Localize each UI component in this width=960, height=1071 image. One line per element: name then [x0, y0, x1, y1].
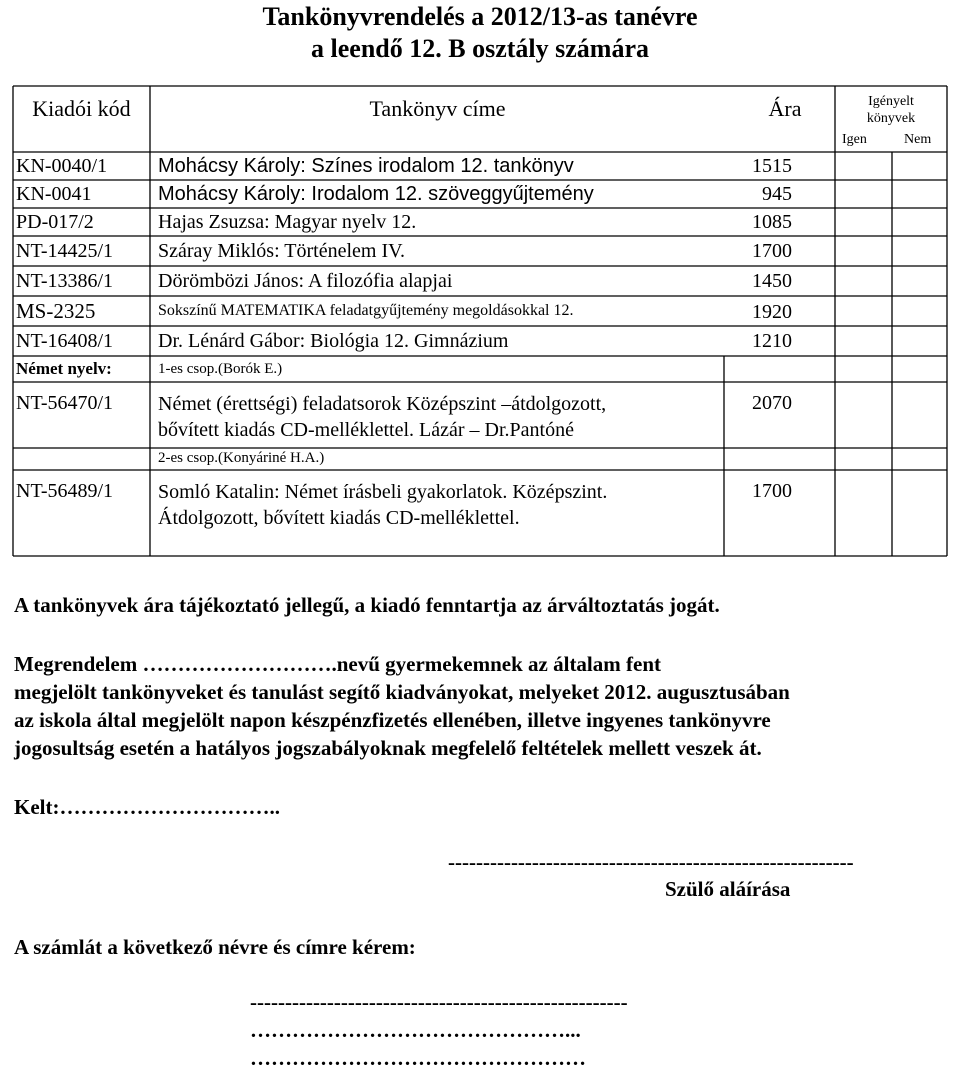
header-no: Nem — [904, 132, 932, 147]
row-code: PD-017/2 — [16, 211, 94, 233]
row-price: 1085 — [752, 211, 792, 233]
row-code: NT-56470/1 — [16, 392, 114, 414]
group-1-label: 1-es csop.(Borók E.) — [158, 361, 283, 377]
row-price: 1920 — [752, 301, 792, 323]
header-price: Ára — [768, 96, 802, 121]
row-code: NT-56489/1 — [16, 480, 114, 502]
row-code: KN-0040/1 — [16, 155, 108, 177]
row-price: 1210 — [752, 330, 792, 352]
header-requested-2: könyvek — [866, 111, 916, 126]
invoice-line-2: ………………………………………... — [250, 1018, 581, 1042]
group-2-label: 2-es csop.(Konyáriné H.A.) — [158, 450, 325, 466]
header-yes: Igen — [842, 132, 867, 147]
header-book-title: Tankönyv címe — [369, 96, 506, 121]
header-requested-1: Igényelt — [868, 94, 914, 109]
row-price: 1700 — [752, 480, 792, 502]
page-subtitle: a leendő 12. B osztály számára — [311, 34, 649, 63]
row-price: 2070 — [752, 392, 792, 414]
header-publisher-code: Kiadói kód — [32, 96, 131, 121]
row-code: NT-14425/1 — [16, 240, 114, 262]
row-code: KN-0041 — [16, 183, 92, 205]
row-code: NT-13386/1 — [16, 270, 114, 292]
price-notice: A tankönyvek ára tájékoztató jellegű, a kiadó fenntartja az árváltoztatás jogát. — [14, 593, 720, 617]
row-title: Száray Miklós: Történelem IV. — [158, 240, 405, 262]
order-line-3: az iskola által megjelölt napon készpénzfizetés ellenében, illetve ingyenes tankönyvre — [14, 708, 771, 732]
order-line-1: Megrendelem ……………………….nevű gyermekemnek az általam fent — [14, 652, 662, 676]
german-language-label: Német nyelv: — [16, 359, 112, 378]
invoice-label: A számlát a következő névre és címre kérem: — [14, 935, 416, 959]
row-title: Dörömbözi János: A filozófia alapjai — [158, 270, 453, 292]
row-title: Dr. Lénárd Gábor: Biológia 12. Gimnázium — [158, 330, 509, 352]
row-code: MS-2325 — [16, 299, 96, 323]
row-title: Mohácsy Károly: Színes irodalom 12. tankönyv — [158, 155, 574, 177]
date-field: Kelt:………………………….. — [14, 795, 280, 819]
row-title: Mohácsy Károly: Irodalom 12. szöveggyűjtemény — [158, 183, 594, 205]
row-title: Hajas Zsuzsa: Magyar nyelv 12. — [158, 211, 417, 233]
row-title: Sokszínű MATEMATIKA feladatgyűjtemény megoldásokkal 12. — [158, 302, 574, 319]
signature-line: ---------------------------------------------------------- — [448, 850, 854, 874]
signature-label: Szülő aláírása — [665, 877, 791, 901]
row-price: 1700 — [752, 240, 792, 262]
page-title: Tankönyvrendelés a 2012/13-as tanévre — [262, 2, 698, 31]
row-title-continued: bővített kiadás CD-melléklettel. Lázár – Dr.Pantóné — [158, 419, 574, 441]
row-price: 1515 — [752, 155, 792, 177]
row-price: 1450 — [752, 270, 792, 292]
row-title: Német (érettségi) feladatsorok Középszint –átdolgozott, — [158, 393, 607, 415]
row-title-continued: Átdolgozott, bővített kiadás CD-melléklettel. — [158, 507, 520, 529]
invoice-line-3: ………………………………………… — [250, 1046, 586, 1070]
order-line-2: megjelölt tankönyveket és tanulást segítő kiadványokat, melyeket 2012. augusztusában — [14, 680, 790, 704]
order-line-4: jogosultság esetén a hatályos jogszabályoknak megfelelő feltételek mellett veszek át. — [14, 736, 762, 760]
row-price: 945 — [762, 183, 792, 205]
invoice-line-1: ------------------------------------------------------ — [250, 990, 628, 1014]
row-code: NT-16408/1 — [16, 330, 114, 352]
row-title: Somló Katalin: Német írásbeli gyakorlatok. Középszint. — [158, 481, 608, 503]
